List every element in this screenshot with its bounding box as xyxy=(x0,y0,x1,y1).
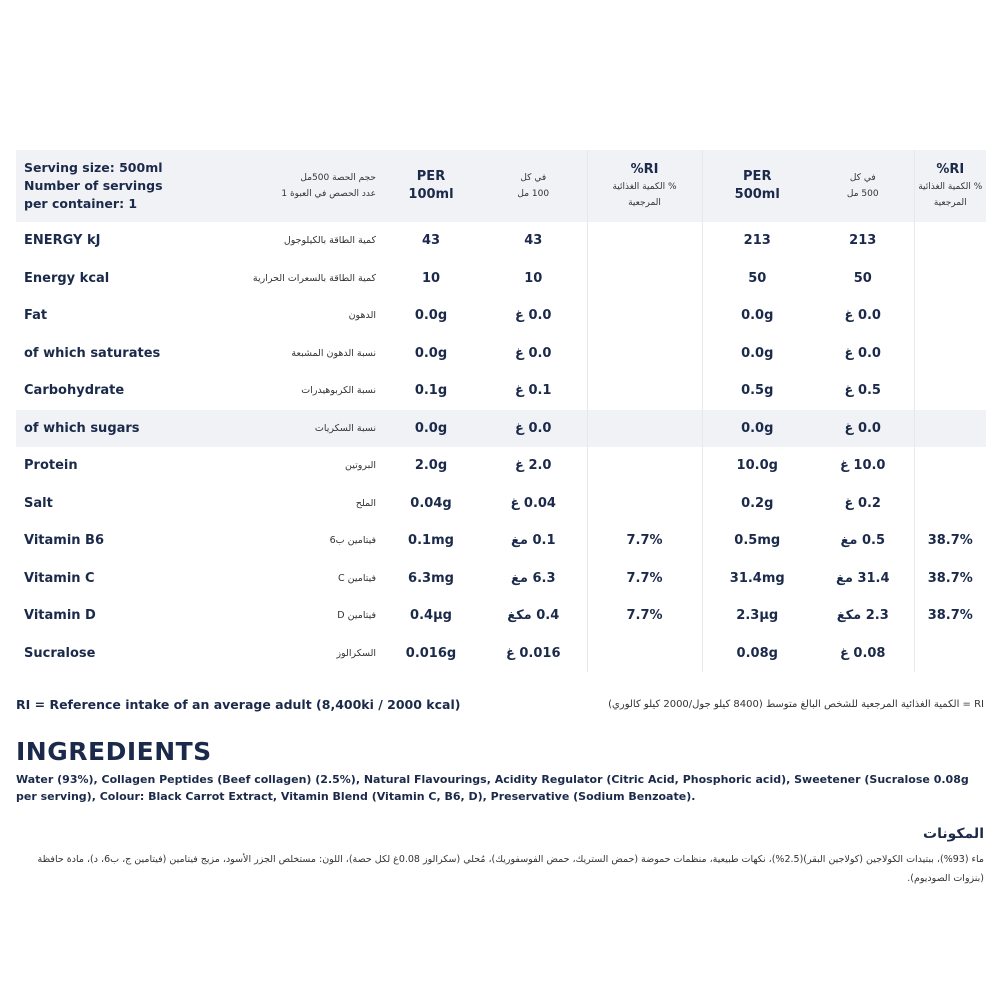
ri-footnote: RI = Reference intake of an average adult (8,400ki / 2000 kcal) xyxy=(16,697,461,712)
ingredients-text-arabic: ماء (93%)، ببتيدات الكولاجين (كولاجين البقر)(2.5%)، نكهات طبيعية، منظمات حموضة (حمض الستريك، حمض الفوسفوريك)، مُحلي (سكرالوز 0.08غ لكل حصة)، اللون: مستخلص الجزر الأسود، مزيج فيتامين (فيتامين ج، ب6، د)، مادة حافظة (بنزوات الصوديوم). xyxy=(37,854,984,884)
nutrient-name: Carbohydrate xyxy=(24,383,125,399)
value-per-100ml-arabic: 43 xyxy=(524,233,543,249)
per100_ar-line: في كل xyxy=(520,173,547,183)
nutrient-name: Vitamin C xyxy=(24,570,95,586)
serving_en-line: Number of servings xyxy=(24,178,163,193)
ri-per-100ml xyxy=(587,335,702,373)
value-per-100ml: 0.016g xyxy=(405,645,457,661)
nutrient-name: of which saturates xyxy=(24,345,161,361)
value-per-500ml-arabic: 0.08 غ xyxy=(840,645,886,661)
value-per-100ml: 0.1mg xyxy=(408,533,454,549)
table-row xyxy=(16,335,986,373)
nutrition-table xyxy=(16,150,986,672)
serving_ar-line: حجم الحصة 500مل xyxy=(300,173,376,183)
value-per-500ml: 0.0g xyxy=(702,335,812,373)
ri500-line: %RI xyxy=(936,162,965,177)
ingredients-title: INGREDIENTS xyxy=(16,737,212,766)
nutrient-name-arabic: نسبة السكريات xyxy=(216,410,382,448)
value-per-100ml-arabic: 2.0 غ xyxy=(515,458,552,474)
value-per-500ml-arabic: 0.2 غ xyxy=(844,495,881,511)
value-per-500ml-arabic: 0.5 غ xyxy=(844,383,881,399)
ri-per-500ml xyxy=(914,260,986,298)
nutrient-name: Energy kcal xyxy=(24,270,110,286)
serving-info-cell xyxy=(16,150,216,222)
table-row xyxy=(16,222,986,260)
nutrient-name: Fat xyxy=(24,308,48,324)
nutrient-name: Vitamin B6 xyxy=(24,533,105,549)
per500-line: 500ml xyxy=(734,187,780,202)
table-row xyxy=(16,297,986,335)
table-row xyxy=(16,447,986,485)
table-row xyxy=(16,560,986,598)
ri-per-500ml xyxy=(914,447,986,485)
value-per-100ml: 0.4µg xyxy=(410,608,452,624)
ri-per-500ml xyxy=(914,372,986,410)
value-per-500ml-arabic: 0.0 غ xyxy=(812,410,914,448)
nutrient-name-arabic: كمية الطاقة بالكيلوجول xyxy=(283,235,376,247)
value-per-500ml: 2.3µg xyxy=(702,597,812,635)
nutrient-name-arabic: البروتين xyxy=(345,460,376,472)
value-per-100ml-arabic: 0.04 غ xyxy=(510,495,556,511)
value-per-100ml-arabic: 0.0 غ xyxy=(515,345,552,361)
per100-line: 100ml xyxy=(408,187,454,202)
nutrient-name-arabic: الملح xyxy=(355,497,376,509)
table-row xyxy=(16,522,986,560)
ri-per-100ml xyxy=(587,635,702,673)
table-row xyxy=(16,597,986,635)
per-100ml-header xyxy=(382,150,480,222)
nutrient-name-arabic: فيتامين ب6 xyxy=(329,535,376,547)
nutrient-name: Sucralose xyxy=(24,645,96,661)
serving-info-arabic-cell xyxy=(216,150,382,222)
ri100-line: % الكمية الغذائية xyxy=(612,182,677,192)
nutrient-name: Protein xyxy=(24,458,78,474)
value-per-100ml: 0.0g xyxy=(414,308,448,324)
ri-per-100ml: 7.7% xyxy=(587,560,702,598)
value-per-100ml: 43 xyxy=(421,233,441,249)
ri-per-500ml xyxy=(914,635,986,673)
ri-per-500ml: 38.7% xyxy=(914,560,986,598)
ri-per-100ml: 7.7% xyxy=(587,522,702,560)
value-per-100ml: 0.0g xyxy=(382,410,480,448)
value-per-100ml-arabic: 6.3 مغ xyxy=(511,570,556,586)
table-row xyxy=(16,372,986,410)
ri-per-100ml xyxy=(587,297,702,335)
value-per-500ml: 31.4mg xyxy=(702,560,812,598)
value-per-100ml: 0.1g xyxy=(414,383,448,399)
ri-500ml-header xyxy=(914,150,986,222)
ri100-line: المرجعية xyxy=(628,198,661,208)
table-row xyxy=(16,635,986,673)
nutrient-name-arabic: نسبة الكربوهيدرات xyxy=(301,385,376,397)
nutrient-name-arabic: نسبة الدهون المشبعة xyxy=(291,347,376,359)
ri500-line: المرجعية xyxy=(933,198,967,208)
serving_ar-line: عدد الحصص في العبوة 1 xyxy=(281,189,376,199)
per500_ar-line: 500 مل xyxy=(846,189,879,199)
nutrient-name: ENERGY kJ xyxy=(24,233,101,249)
value-per-500ml-arabic: 0.0 غ xyxy=(844,345,881,361)
per100-line: PER xyxy=(416,169,446,184)
nutrient-name-arabic: الدهون xyxy=(348,310,376,322)
value-per-500ml-arabic: 2.3 مكغ xyxy=(836,608,889,624)
ri-per-500ml xyxy=(914,485,986,523)
table-row xyxy=(16,485,986,523)
ri-per-500ml xyxy=(914,222,986,260)
nutrient-name: Vitamin D xyxy=(24,608,96,624)
value-per-500ml: 0.0g xyxy=(702,297,812,335)
value-per-500ml: 10.0g xyxy=(702,447,812,485)
value-per-100ml-arabic: 10 xyxy=(524,270,543,286)
ri-per-500ml xyxy=(914,335,986,373)
value-per-500ml-arabic: 0.0 غ xyxy=(844,308,881,324)
serving_en-line: per container: 1 xyxy=(24,196,138,211)
table-row xyxy=(16,410,986,448)
table-row xyxy=(16,260,986,298)
value-per-500ml-arabic: 0.5 مغ xyxy=(840,533,885,549)
ri-per-100ml xyxy=(587,222,702,260)
value-per-500ml-arabic: 50 xyxy=(853,270,872,286)
ri-per-100ml xyxy=(587,410,702,448)
serving_en-line: Serving size: 500ml xyxy=(24,160,163,175)
value-per-500ml-arabic: 213 xyxy=(849,233,877,249)
value-per-100ml-arabic: 0.1 مغ xyxy=(511,533,556,549)
value-per-100ml: 6.3mg xyxy=(408,570,454,586)
nutrient-name-arabic: فيتامين C xyxy=(337,572,376,584)
per500-line: PER xyxy=(743,169,772,184)
value-per-500ml: 0.0g xyxy=(702,410,812,448)
per500_ar-line: في كل xyxy=(849,173,876,183)
value-per-500ml: 0.08g xyxy=(702,635,812,673)
value-per-100ml-arabic: 0.4 مكغ xyxy=(507,608,560,624)
value-per-100ml-arabic: 0.0 غ xyxy=(480,410,587,448)
ri500-line: % الكمية الغذائية xyxy=(918,182,983,192)
value-per-100ml: 0.04g xyxy=(410,495,452,511)
ri100-line: %RI xyxy=(630,162,659,177)
nutrient-name: Salt xyxy=(24,495,53,511)
ri-per-500ml: 38.7% xyxy=(914,522,986,560)
value-per-100ml: 10 xyxy=(421,270,441,286)
nutrient-name-arabic: فيتامين D xyxy=(337,610,376,622)
value-per-100ml: 2.0g xyxy=(414,458,448,474)
nutrient-name-arabic: السكرالوز xyxy=(336,647,376,659)
ri-per-500ml: 38.7% xyxy=(914,597,986,635)
per-500ml-arabic-header xyxy=(812,150,914,222)
value-per-100ml: 0.0g xyxy=(414,345,448,361)
nutrient-name: of which sugars xyxy=(16,410,216,448)
per-500ml-header xyxy=(702,150,812,222)
ri-per-100ml xyxy=(587,372,702,410)
nutrient-name-arabic: كمية الطاقة بالسعرات الحرارية xyxy=(252,272,376,284)
value-per-100ml-arabic: 0.1 غ xyxy=(515,383,552,399)
ri-per-500ml xyxy=(914,297,986,335)
ri-100ml-header xyxy=(587,150,702,222)
value-per-100ml-arabic: 0.0 غ xyxy=(515,308,552,324)
per100_ar-line: 100 مل xyxy=(517,189,550,199)
ingredients-title-arabic: المكونات xyxy=(923,826,984,842)
ingredients-text: Water (93%), Collagen Peptides (Beef collagen) (2.5%), Natural Flavourings, Acidity Regulator (Citric Acid, Phosphoric acid), Sweetener (Sucralose 0.08g per serving), Colour: Black Carrot Extract, Vitamin Blend (Vitamin C, B6, D), Preservative (Sodium Benzoate). xyxy=(16,773,969,803)
ri-per-100ml xyxy=(587,260,702,298)
ri-per-500ml xyxy=(914,410,986,448)
table-header-row xyxy=(16,150,986,222)
ri-per-100ml xyxy=(587,447,702,485)
value-per-500ml: 50 xyxy=(702,260,812,298)
ri-per-100ml xyxy=(587,485,702,523)
value-per-500ml: 0.5g xyxy=(702,372,812,410)
value-per-500ml: 213 xyxy=(702,222,812,260)
value-per-500ml: 0.2g xyxy=(702,485,812,523)
value-per-500ml: 0.5mg xyxy=(702,522,812,560)
value-per-500ml-arabic: 10.0 غ xyxy=(840,458,886,474)
value-per-100ml-arabic: 0.016 غ xyxy=(505,645,561,661)
ri-footnote-arabic: RI = الكمية الغذائية المرجعية للشخص البالغ متوسط (8400 كيلو جول/2000 كيلو كالوري) xyxy=(608,699,984,710)
per-100ml-arabic-header xyxy=(480,150,587,222)
ri-per-100ml: 7.7% xyxy=(587,597,702,635)
value-per-500ml-arabic: 31.4 مغ xyxy=(835,570,890,586)
